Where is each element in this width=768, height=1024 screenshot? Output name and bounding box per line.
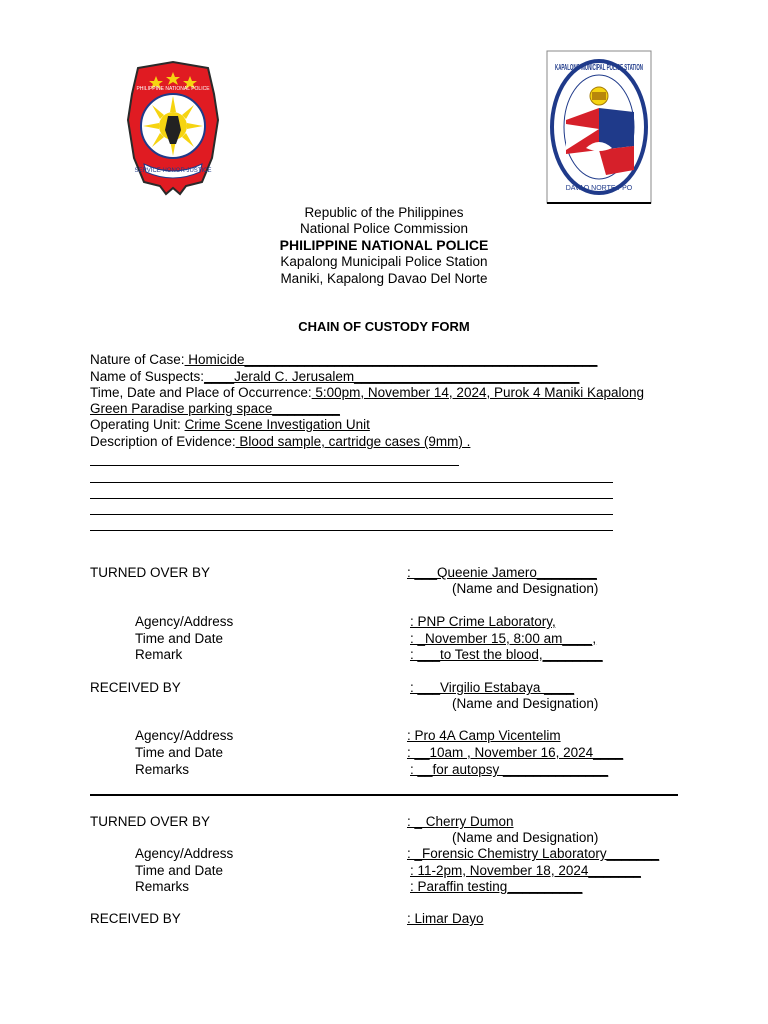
svg-text:SERVICE HONOR JUSTICE: SERVICE HONOR JUSTICE (134, 168, 212, 174)
received-by-label: RECEIVED BY (90, 911, 181, 926)
remark-label: Remarks (135, 879, 190, 894)
occurrence-continued: Green Paradise parking space_________ (90, 401, 340, 416)
header-pnp: PHILIPPINE NATIONAL POLICE (279, 237, 489, 253)
remark-value: : Paraffin testing__________ (410, 879, 583, 894)
agency-address-value: : PNP Crime Laboratory, (410, 614, 556, 629)
received-by-label: RECEIVED BY (90, 680, 181, 695)
time-date-value: : __10am , November 16, 2024____ (407, 745, 624, 760)
occurrence-value: 5:00pm, November 14, 2024, Purok 4 Maniki Kapalong (311, 385, 645, 400)
nature-of-case-label: Nature of Case: (90, 352, 185, 367)
operating-unit-value: Crime Scene Investigation Unit (184, 417, 370, 432)
designation-caption: (Name and Designation) (452, 581, 599, 596)
header-napolcom: National Police Commission (299, 221, 469, 236)
agency-address-value: : _Forensic Chemistry Laboratory_______ (407, 846, 660, 861)
time-date-value: : 11-2pm, November 18, 2024_______ (410, 863, 641, 878)
header-republic: Republic of the Philippines (304, 205, 464, 220)
evidence-blank-line (90, 514, 613, 515)
time-date-value: : _November 15, 8:00 am____, (410, 631, 597, 646)
nature-of-case-value: Homicide_______________________________________________ (184, 352, 598, 367)
evidence-blank-line (90, 482, 613, 483)
remark-label: Remark (135, 647, 183, 662)
designation-caption: (Name and Designation) (452, 830, 599, 845)
occurrence-row (90, 385, 644, 401)
suspects-row (90, 369, 579, 385)
time-date-label: Time and Date (135, 863, 224, 878)
agency-address-value: : Pro 4A Camp Vicentelim (407, 728, 561, 743)
turned-over-by-value: : ___Queenie Jamero________ (407, 565, 597, 580)
remark-value: : __for autopsy ______________ (410, 762, 609, 777)
suspects-label: Name of Suspects: (90, 369, 205, 384)
agency-address-label: Agency/Address (135, 846, 234, 861)
time-date-label: Time and Date (135, 631, 224, 646)
evidence-value: Blood sample, cartridge cases (9mm) . (235, 434, 471, 449)
evidence-blank-line (90, 465, 459, 466)
header-station: Kapalong Municipali Police Station (280, 254, 488, 269)
turned-over-by-value: : _ Cherry Dumon (407, 814, 514, 829)
received-by-value: : ___Virgilio Estabaya ____ (410, 680, 575, 695)
received-by-value: : Limar Dayo (407, 911, 484, 926)
operating-unit-label: Operating Unit: (90, 417, 181, 432)
occurrence-label: Time, Date and Place of Occurrence: (90, 385, 312, 400)
designation-caption: (Name and Designation) (452, 696, 599, 711)
agency-address-label: Agency/Address (135, 728, 234, 743)
agency-address-label: Agency/Address (135, 614, 234, 629)
section-divider (90, 794, 678, 796)
time-date-label: Time and Date (135, 745, 224, 760)
evidence-blank-line (90, 498, 613, 499)
nature-of-case-row (90, 352, 597, 368)
operating-unit-row (90, 417, 370, 433)
svg-text:DAVAO NORTE PPO: DAVAO NORTE PPO (565, 185, 633, 192)
evidence-label: Description of Evidence: (90, 434, 236, 449)
pnp-logo (126, 60, 220, 196)
turned-over-by-label: TURNED OVER BY (90, 814, 211, 829)
station-logo (546, 50, 652, 204)
svg-text:PHILIPPINE NATIONAL POLICE: PHILIPPINE NATIONAL POLICE (136, 86, 210, 92)
turned-over-by-label: TURNED OVER BY (90, 565, 211, 580)
remark-value: : ___to Test the blood,________ (410, 647, 603, 662)
svg-text:KAPALONG MUNICIPAL POLICE STAT: KAPALONG MUNICIPAL POLICE STATION (555, 63, 644, 72)
evidence-blank-line (90, 530, 613, 531)
remark-label: Remarks (135, 762, 190, 777)
header-address: Maniki, Kapalong Davao Del Norte (280, 271, 488, 286)
suspects-value: ____Jerald C. Jerusalem______________________________ (204, 369, 580, 384)
evidence-row (90, 434, 470, 450)
form-title: CHAIN OF CUSTODY FORM (298, 319, 470, 334)
